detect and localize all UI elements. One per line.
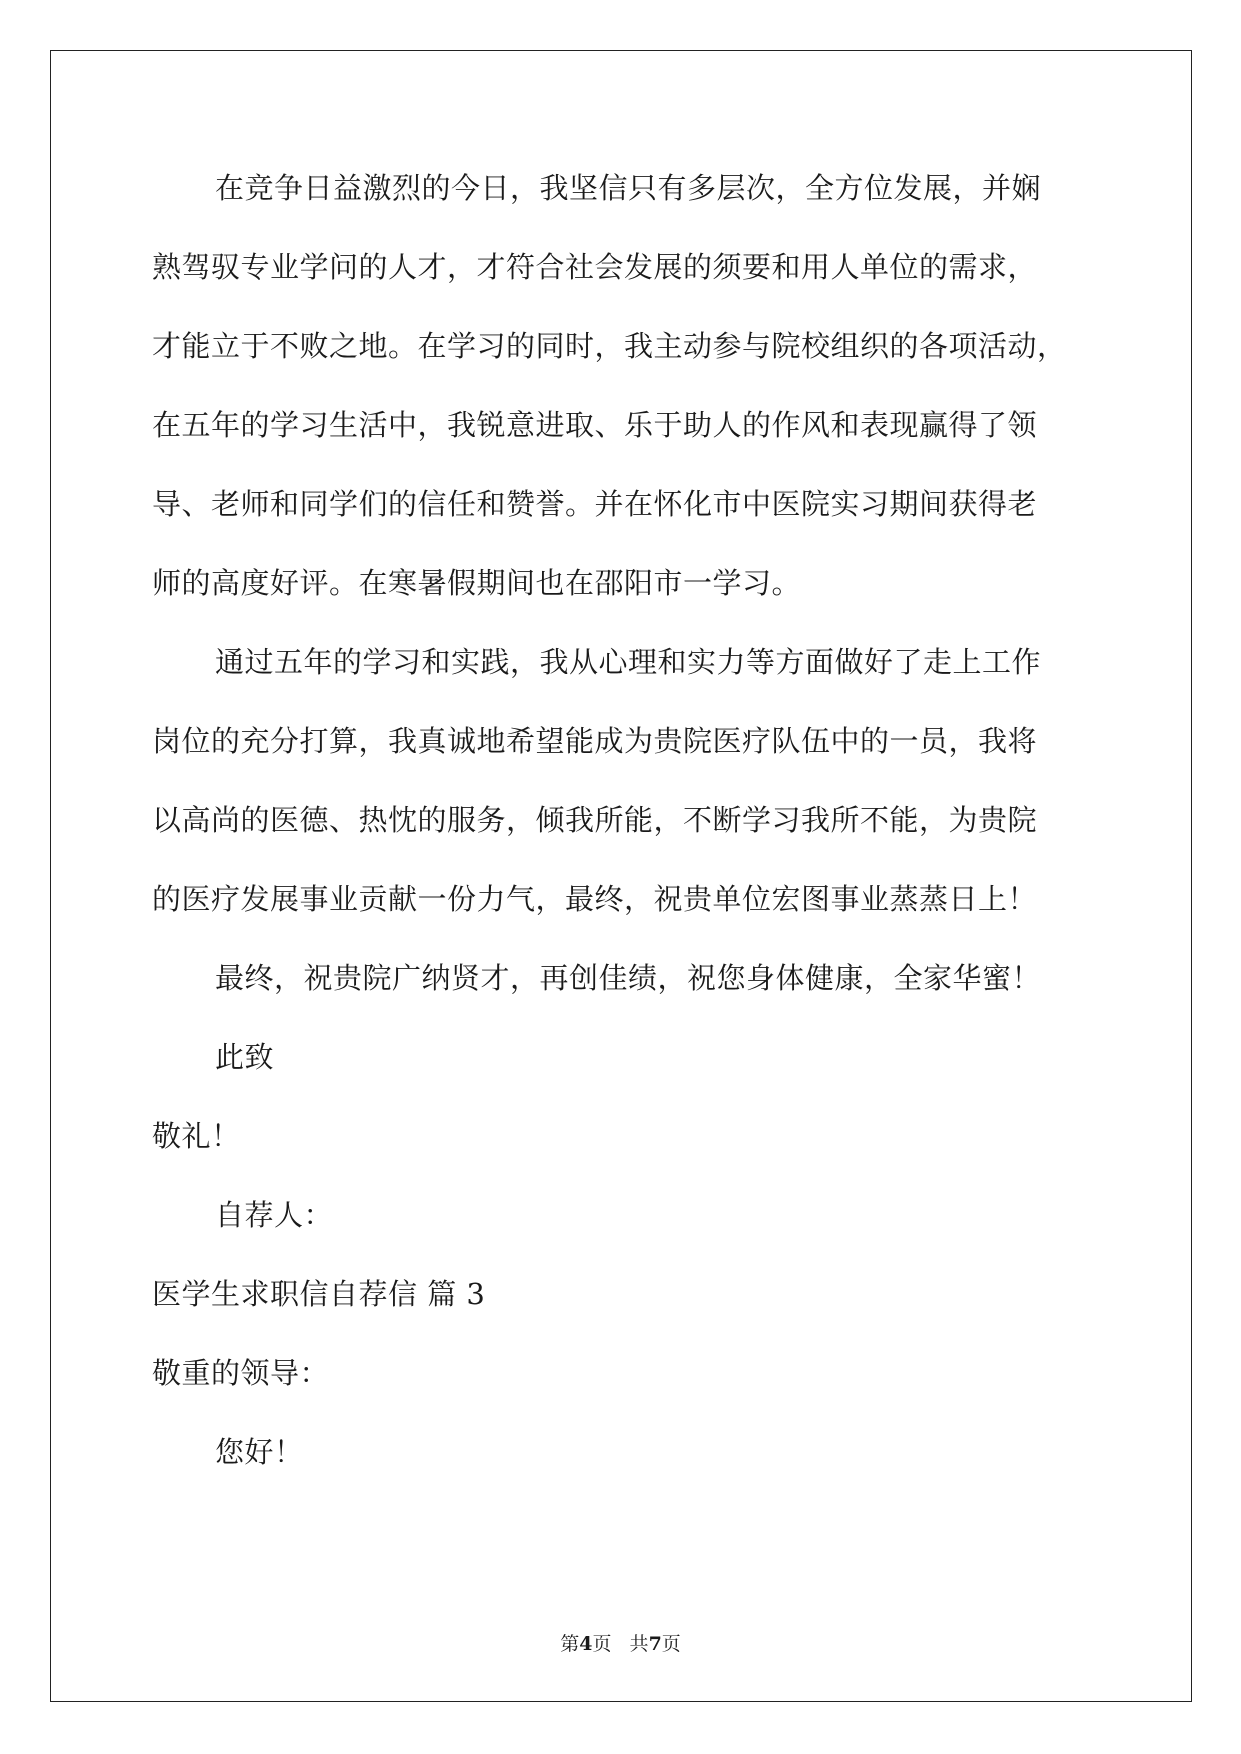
paragraph-line: 岗位的充分打算，我真诚地希望能成为贵院医疗队伍中的一员，我将 (152, 724, 1038, 758)
paragraph-line: 熟驾驭专业学问的人才，才符合社会发展的须要和用人单位的需求， (152, 250, 1038, 284)
paragraph-line: 导、老师和同学们的信任和赞誉。并在怀化市中医院实习期间获得老 (152, 487, 1038, 521)
paragraph-line: 的医疗发展事业贡献一份力气，最终，祝贵单位宏图事业蒸蒸日上！ (152, 882, 1038, 916)
paragraph-line: 在五年的学习生活中，我锐意进取、乐于助人的作风和表现赢得了领 (152, 408, 1038, 442)
page-footer (0, 1632, 1241, 1656)
footer-prefix: 第 (560, 1633, 580, 1655)
footer-suffix: 页 (661, 1633, 681, 1655)
salutation-jingli: 敬礼！ (152, 1119, 241, 1153)
paragraph-line: 在竞争日益激烈的今日，我坚信只有多层次，全方位发展，并娴 (215, 171, 1042, 205)
section-heading: 医学生求职信自荐信 篇 3 (152, 1277, 486, 1311)
page-number: 4 (579, 1633, 593, 1655)
greeting-recipient: 敬重的领导： (152, 1356, 330, 1390)
paragraph-line: 师的高度好评。在寒暑假期间也在邵阳市一学习。 (152, 566, 802, 600)
footer-mid: 页 共 (592, 1633, 649, 1655)
salutation-zhizhi: 此致 (215, 1040, 275, 1074)
paragraph-line: 以高尚的医德、热忱的服务，倾我所能，不断学习我所不能，为贵院 (152, 803, 1038, 837)
paragraph-line: 通过五年的学习和实践，我从心理和实力等方面做好了走上工作 (215, 645, 1042, 679)
page-total: 7 (648, 1633, 662, 1655)
closing-wish-line: 最终，祝贵院广纳贤才，再创佳绩，祝您身体健康，全家华蜜！ (215, 961, 1042, 995)
paragraph-line: 才能立于不败之地。在学习的同时，我主动参与院校组织的各项活动， (152, 329, 1067, 363)
signature-label: 自荐人： (215, 1198, 334, 1232)
greeting-hello: 您好！ (215, 1435, 304, 1469)
